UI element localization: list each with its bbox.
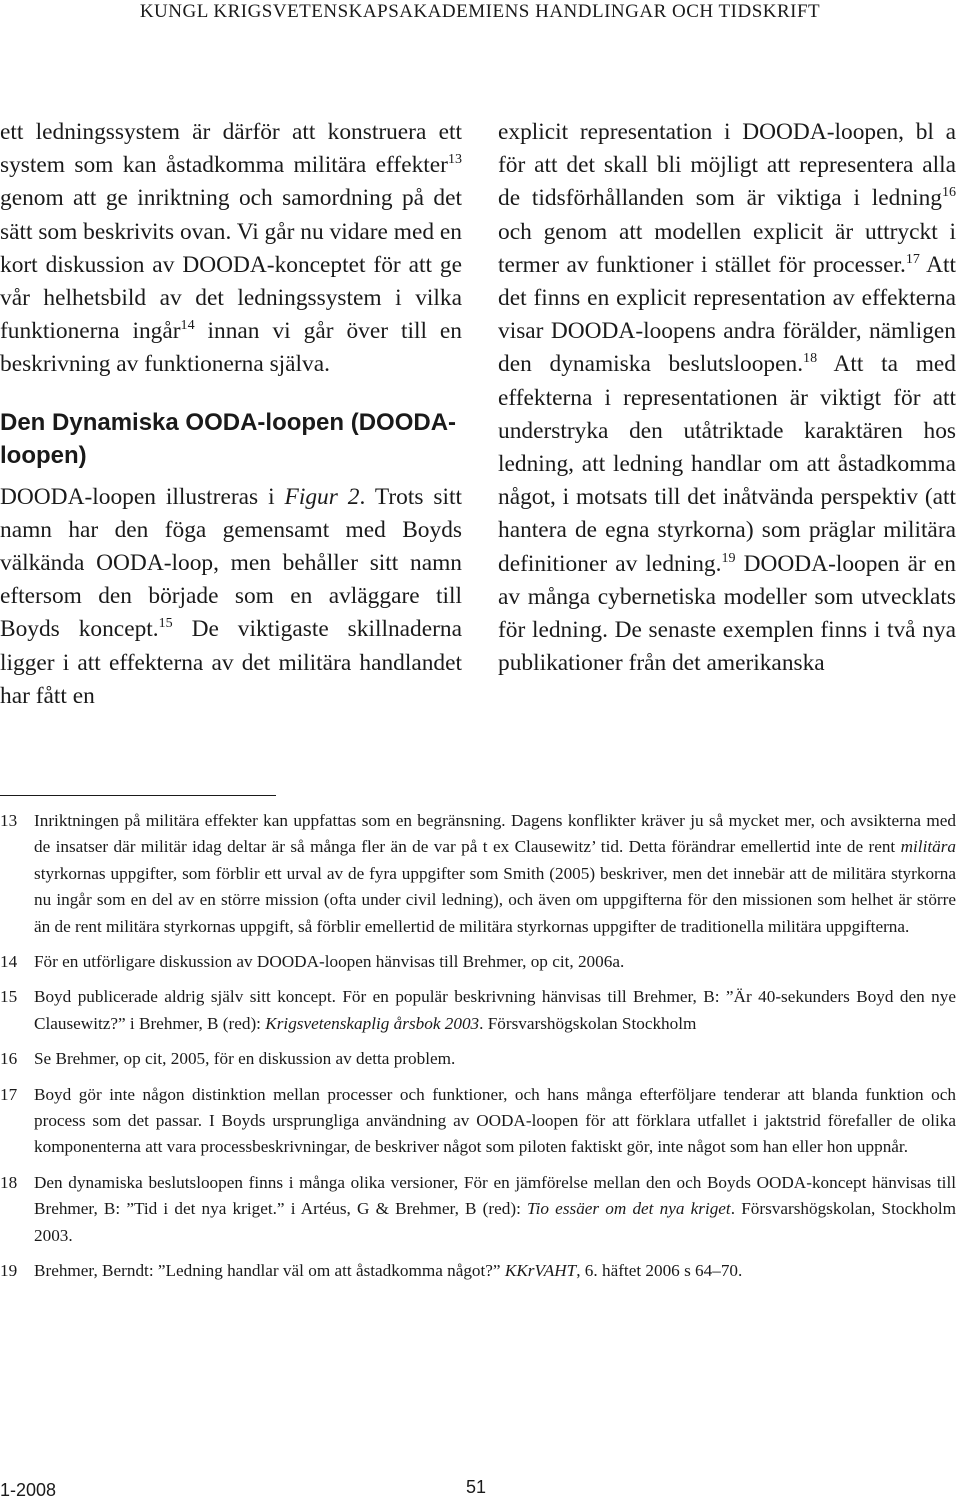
paragraph-continued <box>498 116 956 680</box>
text: DOODA-loopen illustreras i <box>0 483 285 510</box>
text: genom att ge inriktning och samordning på det sätt som beskrivits ovan. Vi går nu vidare med en kort diskussion av DOODA-konceptet för att ge vår helhetsbild av det ledningssystem i vilka funktionerna ingår <box>0 185 462 345</box>
text: DOODA-loopen är en av många cybernetiska modeller som utvecklats för ledning. De senaste exemplen finns i två nya publikationer från det amerikanska <box>498 550 957 677</box>
footnote-ref-17[interactable]: 17 <box>905 250 920 267</box>
paragraph-intro <box>0 116 462 382</box>
footnote-17 <box>0 1082 956 1161</box>
journal-header: KUNGL KRIGSVETENSKAPSAKADEMIENS HANDLINGAR OCH TIDSKRIFT <box>139 1 821 22</box>
footnote-ref-15[interactable]: 15 <box>158 615 173 632</box>
text: explicit representation i DOODA-loopen, bl a för att det skall bli möjligt att representera alla de tidsförhållanden som är viktiga i ledning <box>498 119 956 212</box>
text: ett ledningssystem är därför att konstruera ett system som kan åstadkomma militära effekter <box>0 119 462 179</box>
footnotes <box>0 808 956 1294</box>
footnote-text: Boyd publicerade aldrig själv sitt koncept. För en populär beskrivning hänvisas till Brehmer, B: ”Är 40-sekunders Boyd den nye Clausewitz?” i Brehmer, B (red): Krigsvetenskaplig årsbok 2003. Försvarshögskolan Stockholm <box>34 987 956 1033</box>
footnote-text: Se Brehmer, op cit, 2005, för en diskussion av detta problem. <box>34 1049 456 1069</box>
footnote-number: 13 <box>0 811 18 830</box>
issue-number: 1-2008 <box>0 1480 57 1500</box>
footnote-14 <box>0 949 956 975</box>
footnote-15 <box>0 984 956 1037</box>
footnote-16 <box>0 1046 956 1072</box>
text: och genom att modellen explicit är uttryckt i termer av funktioner i stället för processer. <box>498 218 956 278</box>
footnote-number: 14 <box>0 952 18 972</box>
footnote-ref-19[interactable]: 19 <box>721 549 736 566</box>
text: Att ta med effekterna i representationen är viktigt för att understryka den utåtriktade karaktären hos ledning, att ledning handlar om att åstadkomma något, i motsats till det inåtvända perspektiv (att hantera de egna styrkorna) som präglar militära definitioner av ledning. <box>498 351 956 577</box>
journal-title: KKrVAHT <box>504 1261 577 1281</box>
emphasis: militära <box>900 837 956 857</box>
footnote-number: 18 <box>0 1172 18 1192</box>
section-heading: Den Dynamiska OODA-loopen (DOODA-loopen) <box>0 408 457 469</box>
book-title: Krigsvetenskaplig årsbok 2003 <box>265 1013 480 1033</box>
footnote-ref-18[interactable]: 18 <box>803 350 818 367</box>
footnote-text: Inriktningen på militära effekter kan uppfattas som en begränsning. Dagens konflikter kräver ju så mycket mer, och avsikterna med de insatser där militär idag deltar är så många fler än de var på t ex Clausewitz’ tid. Detta förändrar emellertid inte de rent militära styrkornas uppgifter, som förblir ett urval av de fyra uppgifter som Smith (2005) beskriver, men det innebär att de militära styrkorna nu ingår som en del av en större mission (ofta under civil ledning), och även om uppgifterna för den missionen som helhet är större än de rent militära styrkornas uppgift, så förblir emellertid de militära styrkornas uppgifter de traditionella militära uppgifterna. <box>34 811 956 936</box>
footnote-divider <box>0 795 276 796</box>
paragraph-dooda <box>0 481 462 713</box>
footnote-text: Boyd gör inte någon distinktion mellan processer och funktioner, och hans många efterföljare tenderar att blanda funktion och process som det passar. I Boyds ursprungliga användning av OODA-loopen för att förklara utfallet i jaktstrid förefaller de olika komponenterna att vara processbeskrivningar, de beskriver något som piloten faktiskt gör, inte något som han eller hon uppnår. <box>34 1084 956 1157</box>
left-column <box>0 116 462 713</box>
footnote-number: 16 <box>0 1049 18 1069</box>
footnote-number: 15 <box>0 987 18 1007</box>
footnote-ref-13[interactable]: 13 <box>447 151 462 168</box>
text: innan vi går över till en beskrivning av funktionerna själva. <box>0 318 463 378</box>
figure-reference: Figur 2 <box>284 483 360 510</box>
footnote-number: 19 <box>0 1261 18 1281</box>
right-column <box>498 116 956 680</box>
text: Att det finns en explicit representation av effekterna visar DOODA-loopens andra förälder, nämligen den dynamiska beslutsloopen. <box>498 251 956 378</box>
footnote-text: För en utförligare diskussion av DOODA-loopen hänvisas till Brehmer, op cit, 2006a. <box>34 952 625 972</box>
text: De viktigaste skillnaderna ligger i att effekterna av det militära handlandet har fått en <box>0 616 462 709</box>
footnote-ref-16[interactable]: 16 <box>941 184 956 201</box>
footnote-number: 17 <box>0 1084 18 1104</box>
page-number: 51 <box>466 1477 487 1497</box>
footnote-13 <box>0 808 956 940</box>
footnote-text: Den dynamiska beslutsloopen finns i många olika versioner, För en jämförelse mellan den och Boyds OODA-koncept hänvisas till Brehmer, B: ”Tid i det nya kriget.” i Artéus, G & Brehmer, B (red): Tio essäer om det nya kriget. Försvarshögskolan, Stockholm 2003. <box>34 1172 956 1245</box>
footnote-19 <box>0 1258 956 1284</box>
text: . Trots sitt namn har den föga gemensamt med Boyds välkända OODA-loop, men behåller sitt namn eftersom den började som en avläggare till Boyds koncept. <box>0 483 462 643</box>
footnote-18 <box>0 1170 956 1249</box>
footnote-text: Brehmer, Berndt: ”Ledning handlar väl om att åstadkomma något?” KKrVAHT, 6. häftet 2006 s 64–70. <box>34 1261 743 1281</box>
footnote-ref-14[interactable]: 14 <box>180 317 195 334</box>
book-title: Tio essäer om det nya kriget <box>527 1199 731 1219</box>
